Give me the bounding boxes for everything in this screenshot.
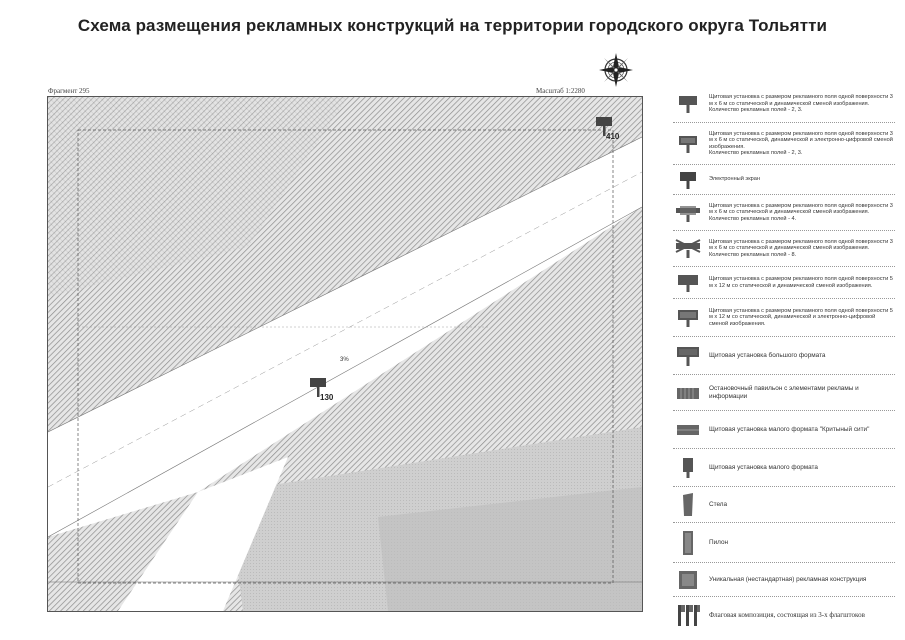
scale-label: Масштаб 1:2280 — [536, 87, 585, 95]
legend-item-text: Пилон — [709, 538, 729, 546]
legend-item — [673, 123, 895, 165]
legend — [673, 86, 895, 633]
legend-item — [673, 267, 895, 299]
small-format-billboard-icon — [673, 449, 703, 486]
legend-item-text: Остановочный павильон с элементами рекламы и информации — [709, 385, 859, 400]
map-viewport[interactable] — [47, 96, 643, 612]
legend-item — [673, 449, 895, 487]
billboard-5x12-icon — [673, 267, 703, 298]
legend-item — [673, 563, 895, 597]
pylon-icon — [673, 523, 703, 562]
legend-item — [673, 231, 895, 267]
legend-item-text: Щитовая установка большого формата — [709, 351, 826, 359]
legend-item-text: Щитовая установка малого формата — [709, 463, 818, 471]
legend-item-text: Щитовая установка с размером рекламного поля одной поверхности 5 м х 12 м со статической, динамической и электронно-цифровой сменой изображения. — [709, 307, 893, 327]
legend-item — [673, 523, 895, 563]
legend-item-text: Стела — [709, 500, 728, 508]
billboard-4-fields-icon — [673, 195, 703, 230]
legend-item-text: Уникальная (нестандартная) рекламная конструкция — [709, 575, 867, 583]
large-format-billboard-icon — [673, 337, 703, 374]
unique-construction-icon — [673, 563, 703, 596]
marker-label: 410 — [606, 132, 620, 141]
billboard-5x12-digital-icon — [673, 299, 703, 336]
legend-item — [673, 411, 895, 449]
marker-label: 130 — [320, 393, 334, 402]
compass-rose-icon — [598, 52, 634, 88]
billboard-3x6-digital-icon — [673, 123, 703, 164]
flag-composition-icon — [673, 597, 703, 633]
legend-item-text: Флаговая композиция, состоящая из 3-х флагштоков — [709, 610, 865, 619]
legend-item — [673, 299, 895, 337]
legend-item — [673, 165, 895, 195]
billboard-8-fields-icon — [673, 231, 703, 266]
legend-item-text: Щитовая установка малого формата "Критыный сити" — [709, 425, 870, 433]
legend-item-text: Щитовая установка с размером рекламного поля одной поверхности 3 м х 6 м со статической и динамической сменой изображения. Количество рекламных полей - 4. — [709, 202, 893, 222]
map-title: Схема размещения рекламных конструкций на территории городского округа Тольятти — [77, 16, 828, 35]
road-label: 3% — [340, 357, 349, 363]
legend-item — [673, 375, 895, 411]
billboard-3x6-icon — [673, 86, 703, 122]
legend-item-text: Щитовая установка с размером рекламного поля одной поверхности 3 м х 6 м со статической и динамической сменой изображения. Количество рекламных полей - 2, 3. — [709, 94, 893, 114]
legend-item-text: Щитовая установка с размером рекламного поля одной поверхности 3 м х 6 м со статической и динамической сменой изображения. Количество рекламных полей - 8. — [709, 238, 893, 258]
map-canvas[interactable] — [48, 97, 642, 611]
pavilion-icon — [673, 375, 703, 410]
legend-item-text: Щитовая установка с размером рекламного поля одной поверхности 3 м х 6 м со статической, динамической и электронно-цифровой сменой изображения. Количество рекламных полей - 2, 3. — [709, 130, 893, 156]
legend-item-text: Щитовая установка с размером рекламного поля одной поверхности 5 м х 12 м со статической и динамической сменой изображения. — [709, 276, 893, 289]
fragment-label: Фрагмент 295 — [48, 87, 90, 95]
legend-item-text: Электронный экран — [709, 176, 760, 183]
legend-item — [673, 86, 895, 123]
legend-item — [673, 337, 895, 375]
city-format-icon — [673, 411, 703, 448]
legend-item — [673, 597, 895, 633]
stela-icon — [673, 487, 703, 522]
legend-item — [673, 195, 895, 231]
legend-item — [673, 487, 895, 523]
electronic-screen-icon — [673, 165, 703, 194]
